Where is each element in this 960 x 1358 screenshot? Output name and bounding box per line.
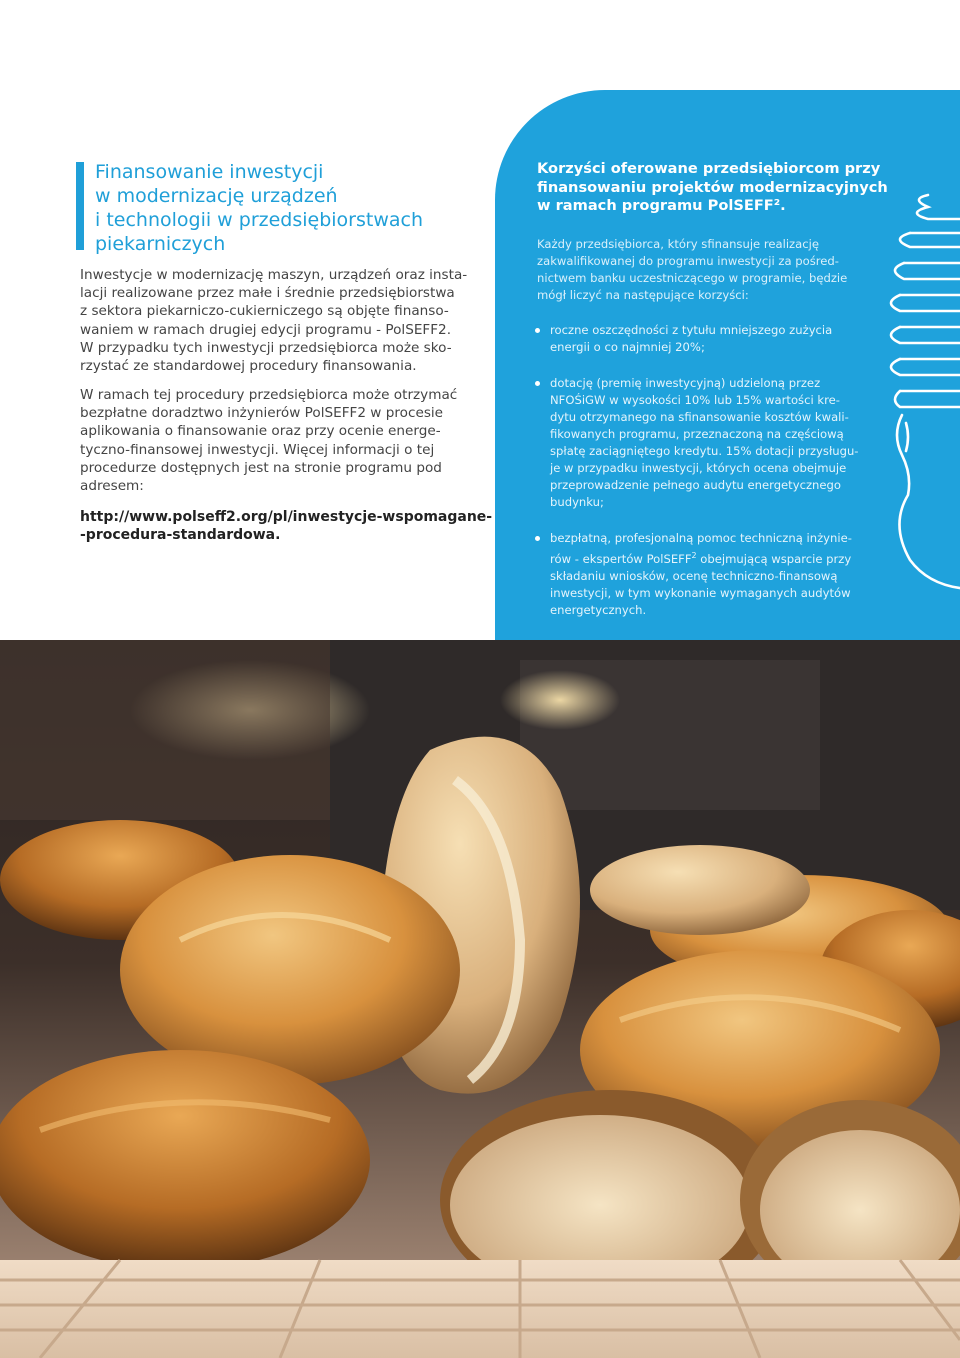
- bullet-icon: [535, 536, 540, 541]
- paragraph-line: adresem:: [80, 478, 144, 495]
- superscript: 2: [691, 551, 697, 560]
- procedure-paragraph: [80, 386, 458, 495]
- title-line: Finansowanie inwestycji: [95, 161, 324, 183]
- paragraph-line: aplikowania o finansowanie oraz przy ocenie energe-: [80, 423, 441, 440]
- title-line: piekarniczych: [95, 233, 226, 255]
- benefits-list: [523, 322, 883, 619]
- list-item: [523, 322, 883, 356]
- page-title: [95, 160, 485, 256]
- bullet-icon: [535, 381, 540, 386]
- title-line: w modernizację urządzeń: [95, 185, 338, 207]
- light-bulb-outline-icon: [880, 175, 960, 595]
- paragraph-line: waniem w ramach drugiej edycji programu - PolSEFF2.: [80, 321, 452, 338]
- intro-line: mógł liczyć na następujące korzyści:: [537, 288, 749, 302]
- benefit-line: bezpłatną, profesjonalną pomoc techniczną inżynie-: [550, 531, 852, 545]
- benefits-panel: [495, 90, 960, 642]
- benefit-line: przeprowadzenie pełnego audytu energetycznego: [550, 478, 841, 492]
- paragraph-line: tyczno-finansowej inwestycji. Więcej informacji o tej: [80, 441, 435, 458]
- benefit-line: spłatę zaciągniętego kredytu. 15% dotacji przysługu-: [550, 444, 859, 458]
- paragraph-line: lacji realizowane przez małe i średnie przedsiębiorstwa: [80, 285, 455, 302]
- benefit-line: energetycznych.: [550, 603, 647, 617]
- list-item: [523, 530, 883, 619]
- benefit-line: [550, 547, 883, 568]
- benefit-line: dytu otrzymanego na sfinansowanie kosztów kwali-: [550, 410, 849, 424]
- bullet-icon: [535, 328, 540, 333]
- benefit-line: energii o co najmniej 20%;: [550, 340, 705, 354]
- paragraph-line: W ramach tej procedury przedsiębiorca może otrzymać: [80, 387, 458, 403]
- heading-line: w ramach programu PolSEFF².: [537, 197, 786, 214]
- benefit-line: NFOŚiGW w wysokości 10% lub 15% wartości kre-: [550, 393, 840, 407]
- benefit-line: je w przypadku inwestycji, których ocena obejmuje: [550, 461, 847, 475]
- paragraph-line: rzystać ze standardowej procedury finansowania.: [80, 358, 417, 375]
- benefit-text: rów - ekspertów PolSEFF: [550, 552, 692, 566]
- paragraph-line: z sektora piekarniczo-cukierniczego są objęte finanso-: [80, 303, 449, 320]
- benefit-line: składaniu wniosków, ocenę techniczno-finansową: [550, 569, 838, 583]
- benefit-line: fikowanych programu, przeznaczoną na częściową: [550, 427, 844, 441]
- benefit-line: inwestycji, w tym wykonanie wymaganych audytów: [550, 586, 851, 600]
- heading-line: finansowaniu projektów modernizacyjnych: [537, 178, 888, 196]
- url-line: http://www.polseff2.org/pl/inwestycje-wspomagane-: [80, 509, 493, 525]
- title-line: i technologii w przedsiębiorstwach: [95, 209, 424, 231]
- paragraph-line: Inwestycje w modernizację maszyn, urządzeń oraz insta-: [80, 267, 468, 283]
- program-url-link[interactable]: [80, 508, 493, 544]
- benefit-text: obejmującą wsparcie przy: [696, 552, 852, 566]
- benefit-line: dotację (premię inwestycyjną) udzieloną przez: [550, 376, 821, 390]
- benefits-heading: [537, 160, 937, 216]
- intro-line: Każdy przedsiębiorca, który sfinansuje realizację: [537, 237, 819, 251]
- heading-line: Korzyści oferowane przedsiębiorcom przy: [537, 160, 881, 177]
- intro-paragraph: [80, 266, 468, 375]
- intro-line: nictwem banku uczestniczącego w programie, będzie: [537, 271, 848, 285]
- list-item: [523, 375, 883, 511]
- paragraph-line: W przypadku tych inwestycji przedsiębiorca może sko-: [80, 339, 452, 356]
- url-line: -procedura-standardowa.: [80, 527, 281, 543]
- intro-line: zakwalifikowanej do programu inwestycji za pośred-: [537, 254, 839, 268]
- benefit-line: budynku;: [550, 495, 604, 509]
- title-accent-bar: [76, 162, 84, 250]
- bread-photo: [0, 640, 960, 1358]
- paragraph-line: procedurze dostępnych jest na stronie programu pod: [80, 459, 442, 476]
- paragraph-line: bezpłatne doradztwo inżynierów PolSEFF2 w procesie: [80, 405, 444, 422]
- benefits-intro: [537, 236, 877, 304]
- benefit-line: roczne oszczędności z tytułu mniejszego zużycia: [550, 323, 833, 337]
- section-title: [76, 160, 476, 255]
